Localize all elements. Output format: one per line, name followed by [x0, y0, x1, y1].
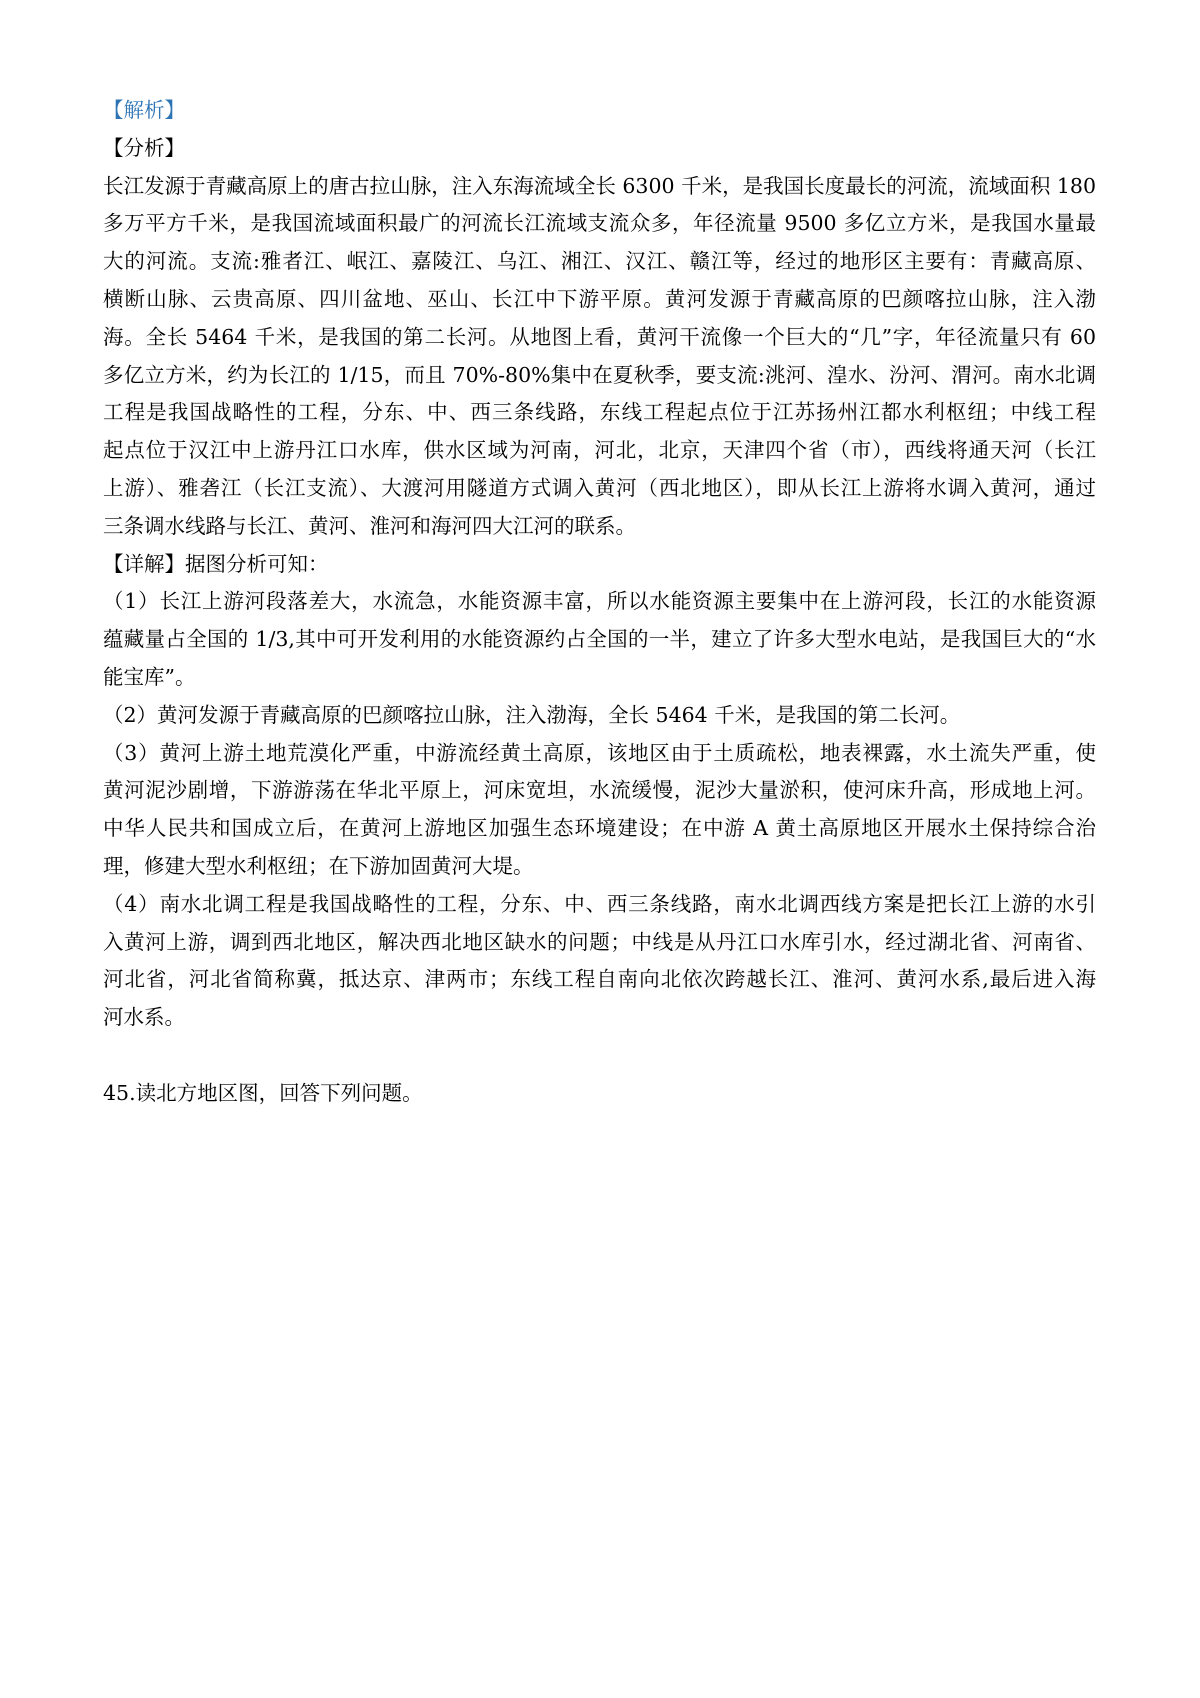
analysis-line: 大的河流。支流:雅者江、岷江、嘉陵江、乌江、湘江、汉江、赣江等，经过的地形区主要有：青藏高原、 — [103, 249, 1096, 274]
answer-line: 中华人民共和国成立后，在黄河上游地区加强生态环境建设；在中游 A 黄土高原地区开展水土保持综合治 — [103, 816, 1096, 841]
analysis-line: 工程是我国战略性的工程，分东、中、西三条线路，东线工程起点位于江苏扬州江都水利枢纽；中线工程 — [103, 400, 1096, 425]
analysis-paragraph — [103, 168, 1096, 546]
answer-4 — [103, 886, 1096, 1037]
answer-1 — [103, 583, 1096, 696]
analysis-line: 起点位于汉江中上游丹江口水库，供水区域为河南，河北，北京，天津四个省（市），西线将通天河（长江 — [103, 438, 1096, 463]
answer-line: 河水系。 — [103, 1005, 185, 1030]
analysis-line: 长江发源于青藏高原上的唐古拉山脉，注入东海流域全长 6300 千米，是我国长度最长的河流，流域面积 180 — [103, 173, 1096, 198]
answer-line: 河北省，河北省简称冀，抵达京、津两市；东线工程自南向北依次跨越长江、淮河、黄河水系,最后进入海 — [103, 967, 1096, 992]
answer-2 — [103, 697, 1096, 735]
next-question: 45.读北方地区图，回答下列问题。 — [103, 1080, 423, 1105]
detail-heading: 【详解】据图分析可知： — [103, 551, 329, 576]
answer-line: 能宝库”。 — [103, 664, 196, 689]
analysis-line: 横断山脉、云贵高原、四川盆地、巫山、长江中下游平原。黄河发源于青藏高原的巴颜喀拉山脉，注入渤 — [103, 286, 1096, 311]
answer-line: 理，修建大型水利枢纽；在下游加固黄河大堤。 — [103, 853, 534, 878]
answer-line: 蕴藏量占全国的 1/3,其中可开发利用的水能资源约占全国的一半，建立了许多大型水电站，是我国巨大的“水 — [103, 627, 1096, 652]
jiexi-heading: 【解析】 — [103, 98, 185, 122]
analysis-line: 上游）、雅砻江（长江支流）、大渡河用隧道方式调入黄河（西北地区），即从长江上游将水调入黄河，通过 — [103, 475, 1096, 500]
blank-gap — [103, 1037, 1096, 1075]
analysis-line: 多亿立方米，约为长江的 1/15，而且 70%-80%集中在夏秋季，要支流:洮河、湟水、汾河、渭河。南水北调 — [103, 362, 1096, 387]
answer-line: 黄河泥沙剧增，下游游荡在华北平原上，河床宽坦，水流缓慢，泥沙大量淤积，使河床升高，形成地上河。 — [103, 778, 1096, 803]
answer-line: （4）南水北调工程是我国战略性的工程，分东、中、西三条线路，南水北调西线方案是把长江上游的水引 — [103, 891, 1096, 916]
answer-line: （3）黄河上游土地荒漠化严重，中游流经黄土高原，该地区由于土质疏松，地表裸露，水土流失严重，使 — [103, 740, 1096, 765]
answer-line: 入黄河上游，调到西北地区，解决西北地区缺水的问题；中线是从丹江口水库引水，经过湖北省、河南省、 — [103, 929, 1096, 954]
answer-line: （2）黄河发源于青藏高原的巴颜喀拉山脉，注入渤海，全长 5464 千米，是我国的第二长河。 — [103, 702, 961, 727]
analysis-line: 海。全长 5464 千米，是我国的第二长河。从地图上看，黄河干流像一个巨大的“几”字，年径流量只有 60 — [103, 324, 1096, 349]
analysis-line: 三条调水线路与长江、黄河、淮河和海河四大江河的联系。 — [103, 513, 636, 538]
answer-line: （1）长江上游河段落差大，水流急，水能资源丰富，所以水能资源主要集中在上游河段，长江的水能资源 — [103, 589, 1096, 614]
answer-3 — [103, 735, 1096, 886]
analysis-line: 多万平方千米，是我国流域面积最广的河流长江流域支流众多，年径流量 9500 多亿立方米，是我国水量最 — [103, 211, 1096, 236]
document-page — [103, 92, 1096, 1113]
fenxi-heading: 【分析】 — [103, 135, 185, 160]
